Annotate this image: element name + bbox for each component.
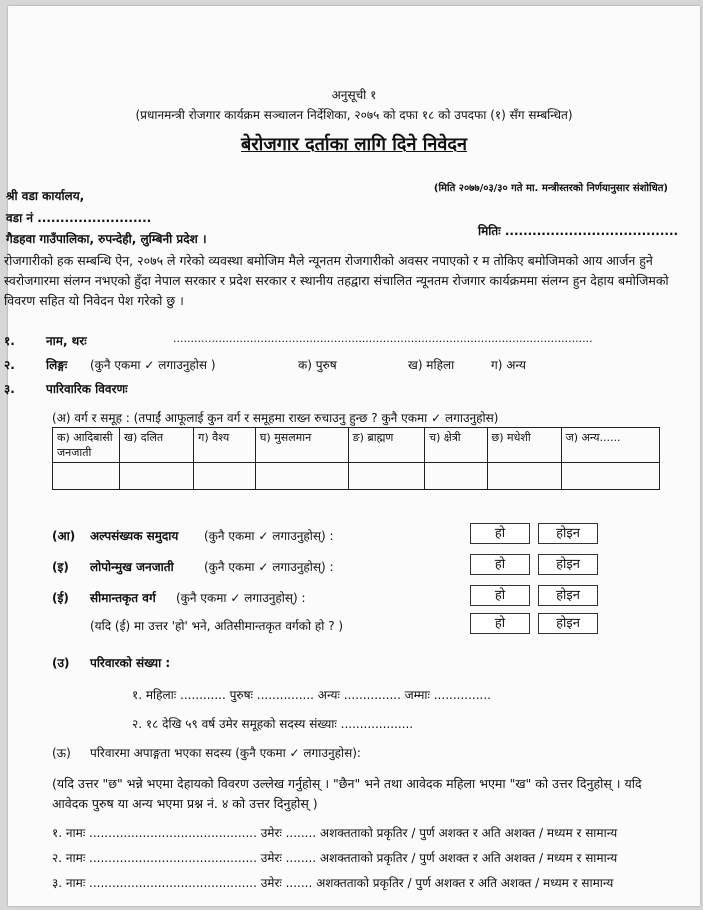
name-field[interactable]: ........................................................................................................................ xyxy=(173,332,593,345)
family-count-label: परिवारको संख्या : xyxy=(90,656,171,670)
caste-header-row xyxy=(53,428,660,463)
caste-option-other[interactable]: ज) अन्य...... xyxy=(561,428,659,463)
form-page xyxy=(4,6,700,906)
disability-member-row[interactable]: १. नामः ............................................ उमेरः ........ अशक्तताको प्रकृतिर / पुर्ण अशक्त र अति अशक्त / मध्यम र सामान्य xyxy=(52,826,618,840)
minority-hint: (कुनै एकमा ✓ लगाउनुहोस्) : xyxy=(204,529,334,543)
row-mark: (उ) xyxy=(52,656,70,670)
minority-label: अल्पसंख्यक समुदाय xyxy=(90,529,179,543)
caste-option-chhetri[interactable]: च) क्षेत्री xyxy=(425,428,487,463)
caste-option-muslim[interactable]: घ) मुसलमान xyxy=(255,428,348,463)
endangered-no-box[interactable]: होइन xyxy=(538,554,598,575)
intro-paragraph: रोजगारीको हक सम्बन्धि ऐन, २०७५ ले गरेको व्यवस्था बमोजिम मैले न्यूनतम रोजगारीको अवसर नपाएको र म तोकिए बमोजिमको आय आर्जन हुने स्वरोजगारमा संलग्न नभएको हुँदा नेपाल सरकार र प्रदेश सरकार र स्थानीय तहद्वारा संचालित न्यूनतम रोजगार कार्यक्रममा संलग्न हुन देहाय बमोजिमको विवरण सहित यो निवेदन पेश गरेको छु । xyxy=(4,253,669,308)
caste-mark-cell[interactable] xyxy=(194,463,256,490)
caste-mark-cell[interactable] xyxy=(255,463,348,490)
caste-mark-cell[interactable] xyxy=(348,463,424,490)
row-mark: (ई) xyxy=(52,591,69,605)
disability-member-row[interactable]: २. नामः ............................................ उमेरः ........ अशक्तताको प्रकृतिर / पुर्ण अशक्त र अति अशक्त / मध्यम र सामान्य xyxy=(52,851,618,865)
addressee-municipality: गैडहवा गाउँपालिका, रुपन्देही, लुम्बिनी प्रदेश । xyxy=(6,232,207,246)
caste-option-brahmin[interactable]: ङ) ब्राह्मण xyxy=(348,428,424,463)
disability-label: परिवारमा अपाङ्गता भएका सदस्य (कुनै एकमा ✓ लगाउनुहोस): xyxy=(90,746,361,760)
gender-label: लिङ्गः xyxy=(46,358,68,372)
caste-mark-cell[interactable] xyxy=(487,463,561,490)
ultra-marginalized-question: (यदि (ई) मा उत्तर 'हो' भने, अतिसीमान्तकृत वर्गको हो ? ) xyxy=(90,619,344,633)
row-mark: (आ) xyxy=(52,529,76,543)
minority-yes-box[interactable]: हो xyxy=(470,523,530,544)
row-mark: (इ) xyxy=(52,560,69,574)
caste-option-madheshi[interactable]: छ) मधेशी xyxy=(487,428,561,463)
working-age-count-field[interactable]: २. १८ देखि ५९ वर्ष उमेर समूहको सदस्य संख्याः ................... xyxy=(132,717,414,731)
minority-no-box[interactable]: होइन xyxy=(538,523,598,544)
caste-option-vaishya[interactable]: ग) वैश्य xyxy=(194,428,256,463)
addressee-office: श्री वडा कार्यालय, xyxy=(6,189,85,203)
marginalized-no-box[interactable]: होइन xyxy=(538,585,598,606)
amend-note: (मिति २०७७/०३/३० गते मा. मन्त्रीस्तरको निर्णयानुसार संशोधित) xyxy=(433,183,668,194)
family-gender-count-fields[interactable]: १. महिलाः ............ पुरुषः ............... अन्यः ............... जम्माः ............... xyxy=(132,688,491,702)
endangered-hint: (कुनै एकमा ✓ लगाउनुहोस्) : xyxy=(204,560,334,574)
gender-option-male[interactable]: क) पुरुष xyxy=(298,358,337,372)
item-number: ३. xyxy=(4,382,15,396)
form-title: बेरोजगार दर्ताका लागि दिने निवेदन xyxy=(241,134,467,155)
caste-option-dalit[interactable]: ख) दलित xyxy=(120,428,194,463)
ultra-marginalized-no-box[interactable]: होइन xyxy=(538,613,598,634)
ward-number-field[interactable]: वडा नं ......................... xyxy=(6,211,152,225)
endangered-label: लोपोन्मुख जनजाती xyxy=(90,560,174,574)
marginalized-hint: (कुनै एकमा ✓ लगाउनुहोस्) : xyxy=(176,591,306,605)
disability-note: (यदि उत्तर "छ" भन्ने भएमा देहायको विवरण उल्लेख गर्नुहोस् । "छैन" भने तथा आवेदक महिला भएमा "ख" को उत्तर दिनुहोस् । यदि आवेदक पुरुष या अन्य भएमा प्रश्न नं. ४ को उत्तर दिनुहोस् ) xyxy=(52,776,642,811)
marginalized-yes-box[interactable]: हो xyxy=(470,585,530,606)
item-number: १. xyxy=(4,334,15,348)
gender-hint: (कुनै एकमा ✓ लगाउनुहोस ) xyxy=(90,358,216,372)
item-number: २. xyxy=(4,358,15,372)
caste-mark-cell[interactable] xyxy=(425,463,487,490)
caste-mark-cell[interactable] xyxy=(561,463,659,490)
endangered-yes-box[interactable]: हो xyxy=(470,554,530,575)
caste-mark-row xyxy=(53,463,660,490)
name-label: नाम, थरः xyxy=(46,334,87,348)
disability-member-row[interactable]: ३. नामः ............................................ उमेरः ....... अशक्तताको प्रकृतिर / पुर्ण अशक्त र अति अशक्त / मध्यम र सामान्य xyxy=(52,876,614,890)
date-field[interactable]: मितिः ...................................... xyxy=(478,224,679,238)
gender-option-other[interactable]: ग) अन्य xyxy=(491,358,526,372)
annex-label: अनुसूची १ xyxy=(331,88,377,102)
caste-mark-cell[interactable] xyxy=(120,463,194,490)
gender-option-female[interactable]: ख) महिला xyxy=(408,358,455,372)
reference-line: (प्रधानमन्त्री रोजगार कार्यक्रम सञ्चालन निर्देशिका, २०७५ को दफा १८ को उपदफा (१) सँग सम्बन्धित) xyxy=(135,108,573,122)
caste-question: (अ) वर्ग र समूह : (तपाईं आफूलाई कुन वर्ग र समूहमा राख्न रुचाउनु हुन्छ ? कुनै एकमा ✓ लगाउनुहोस) xyxy=(52,411,499,425)
caste-table xyxy=(52,427,660,490)
caste-mark-cell[interactable] xyxy=(53,463,120,490)
marginalized-label: सीमान्तकृत वर्ग xyxy=(90,591,156,605)
caste-option-adibasi[interactable]: क) आदिबासी जनजाती xyxy=(53,428,120,463)
ultra-marginalized-yes-box[interactable]: हो xyxy=(470,613,530,634)
family-details-label: पारिवारिक विवरणः xyxy=(46,382,128,396)
row-mark: (ऊ) xyxy=(52,746,71,760)
